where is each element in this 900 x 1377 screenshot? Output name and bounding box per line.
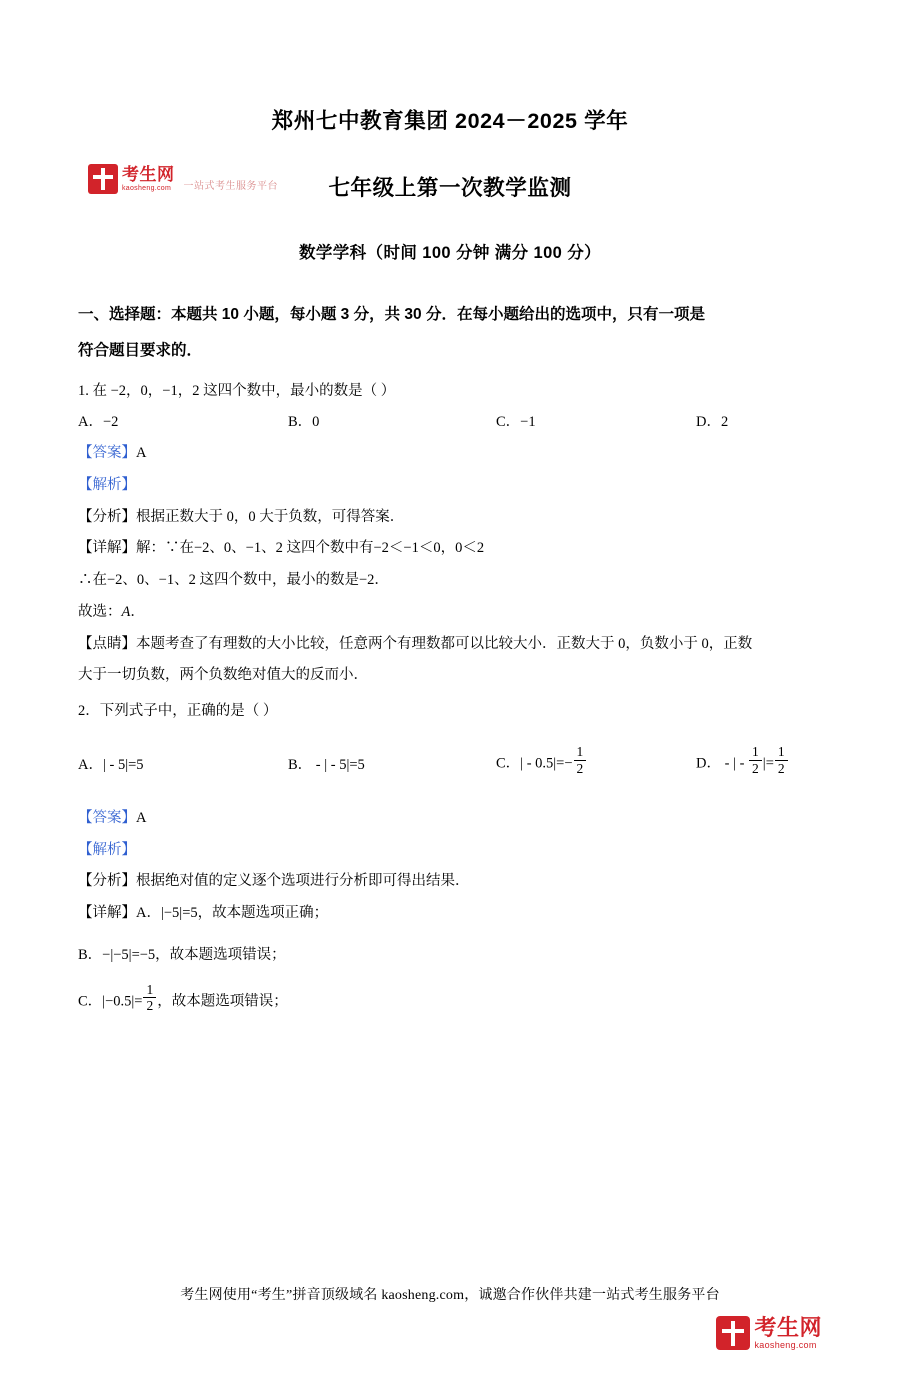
fraction-denominator: 2 [749,760,762,776]
question-2-answer-value: A [136,810,147,827]
question-2-analysis-tag-row [78,836,822,866]
question-2-option-d [696,744,816,778]
dianjing-tag: 【点睛】 [78,635,136,652]
question-2-option-d-mid: |= [762,756,774,773]
question-1-analysis-tag-row [78,471,822,501]
question-2-options [78,740,822,786]
footer-logo-name-cn: 考生网 [754,1314,822,1340]
question-1-solution-line3 [78,598,822,628]
answer-tag: 【答案】 [78,445,136,462]
question-2-xiangjie [78,899,822,929]
footer-logo-wordmark [754,1314,822,1350]
xiangjie-tag: 【详解】 [78,540,136,557]
question-1-stem: 1. 在 −2，0，−1，2 这四个数中，最小的数是（ ） [78,382,396,399]
page-title-line1: 郑州七中教育集团 2024－2025 学年 [271,109,629,133]
fraction-denominator: 2 [574,760,587,776]
site-logo [88,162,278,196]
kaosheng-logo-icon [88,164,118,194]
question-1-choose-suffix: ． [130,603,145,620]
question-1-dianjing-text1: 本题考查了有理数的大小比较，任意两个有理数都可以比较大小．正数大于 0，负数小于 0，正数 [136,635,753,652]
section-heading-line1: 一、选择题：本题共 10 小题，每小题 3 分，共 30 分．在每小题给出的选项中，只有一项是 [78,306,705,323]
question-1-option-b: B．0 [288,414,320,431]
question-1-option-d: D．2 [696,414,729,431]
xiangjie-tag: 【详解】 [78,905,136,922]
logo-wordmark [122,166,175,192]
question-2-line-c [78,981,822,1017]
question-1-dianjing [78,630,822,659]
logo-name-en: kaosheng.com [122,185,172,192]
question-1-options [78,408,822,437]
question-2-option-d-prefix: D． - | - [696,756,749,773]
section-heading-choice [78,297,822,370]
question-1-fenxi-text: 根据正数大于 0，0 大于负数，可得答案． [136,508,405,525]
fraction-half-d1 [749,744,762,775]
question-2-line-c-suffix: ，故本题选项错误； [157,993,288,1010]
question-1-fenxi [78,503,822,533]
question-1-answer-value: A [136,445,147,462]
question-2-option-b: B． - | - 5|=5 [288,756,365,773]
question-2-fenxi-text: 根据绝对值的定义逐个选项进行分析即可得出结果． [136,873,470,890]
logo-slogan: 一站式考生服务平台 [183,181,278,192]
fraction-half [574,744,587,775]
question-1-xiangjie [78,534,822,564]
logo-name-cn: 考生网 [122,165,175,184]
question-1-solution-line2: ∴在−2、0、−1、2 这四个数中，最小的数是−2． [78,572,389,589]
question-2-option-c-text: C．| - 0.5|=− [496,756,573,773]
question-2-stem: 2．下列式子中，正确的是（ ） [78,702,278,719]
page-subtitle: 数学学科（时间 100 分钟 满分 100 分） [298,244,602,262]
question-1-xiangjie-text: 解：∵在−2、0、−1、2 这四个数中有−2＜−1＜0，0＜2 [136,540,485,557]
fenxi-tag: 【分析】 [78,873,136,890]
question-1-dianjing-line2: 大于一切负数，两个负数绝对值大的反而小． [78,666,368,683]
question-1-choose-prefix: 故选： [78,603,122,620]
footer-note: 考生网使用“考生”拼音顶级域名 kaosheng.com，诚邀合作伙伴共建一站式考生服务平台 [180,1288,720,1303]
question-1-option-c: C．−1 [496,414,536,431]
fraction-half-c [143,982,156,1013]
fraction-numerator: 1 [576,744,584,760]
kaosheng-logo-icon [716,1316,750,1350]
fraction-numerator: 1 [777,744,785,760]
question-2-option-a: A．| - 5|=5 [78,756,144,773]
fenxi-tag: 【分析】 [78,508,136,525]
page-title-line2: 七年级上第一次教学监测 [328,176,572,200]
section-heading-line2: 符合题目要求的． [78,342,203,360]
question-1-option-a: A．−2 [78,414,119,431]
fraction-half-d2 [775,744,788,775]
question-2-line-b: B．−|−5|=−5，故本题选项错误； [78,946,286,963]
question-2-line-c-prefix: C．|−0.5|= [78,993,143,1010]
question-2-answer [78,804,822,834]
answer-tag: 【答案】 [78,810,136,827]
document-page [0,104,900,1377]
analysis-tag: 【解析】 [78,841,136,858]
question-2-xiangjie-text: A．|−5|=5，故本题选项正确； [136,905,329,922]
footer-logo [716,1316,822,1350]
question-1-choose-letter: A [121,603,131,620]
fraction-numerator: 1 [146,981,154,997]
footer-logo-name-en: kaosheng.com [754,1339,817,1350]
fraction-denominator: 2 [143,997,156,1013]
question-2-fenxi [78,867,822,897]
fraction-numerator: 1 [752,744,759,760]
question-1-answer [78,439,822,469]
analysis-tag: 【解析】 [78,477,136,493]
question-2-option-c [496,744,696,778]
fraction-denominator: 2 [775,760,788,776]
